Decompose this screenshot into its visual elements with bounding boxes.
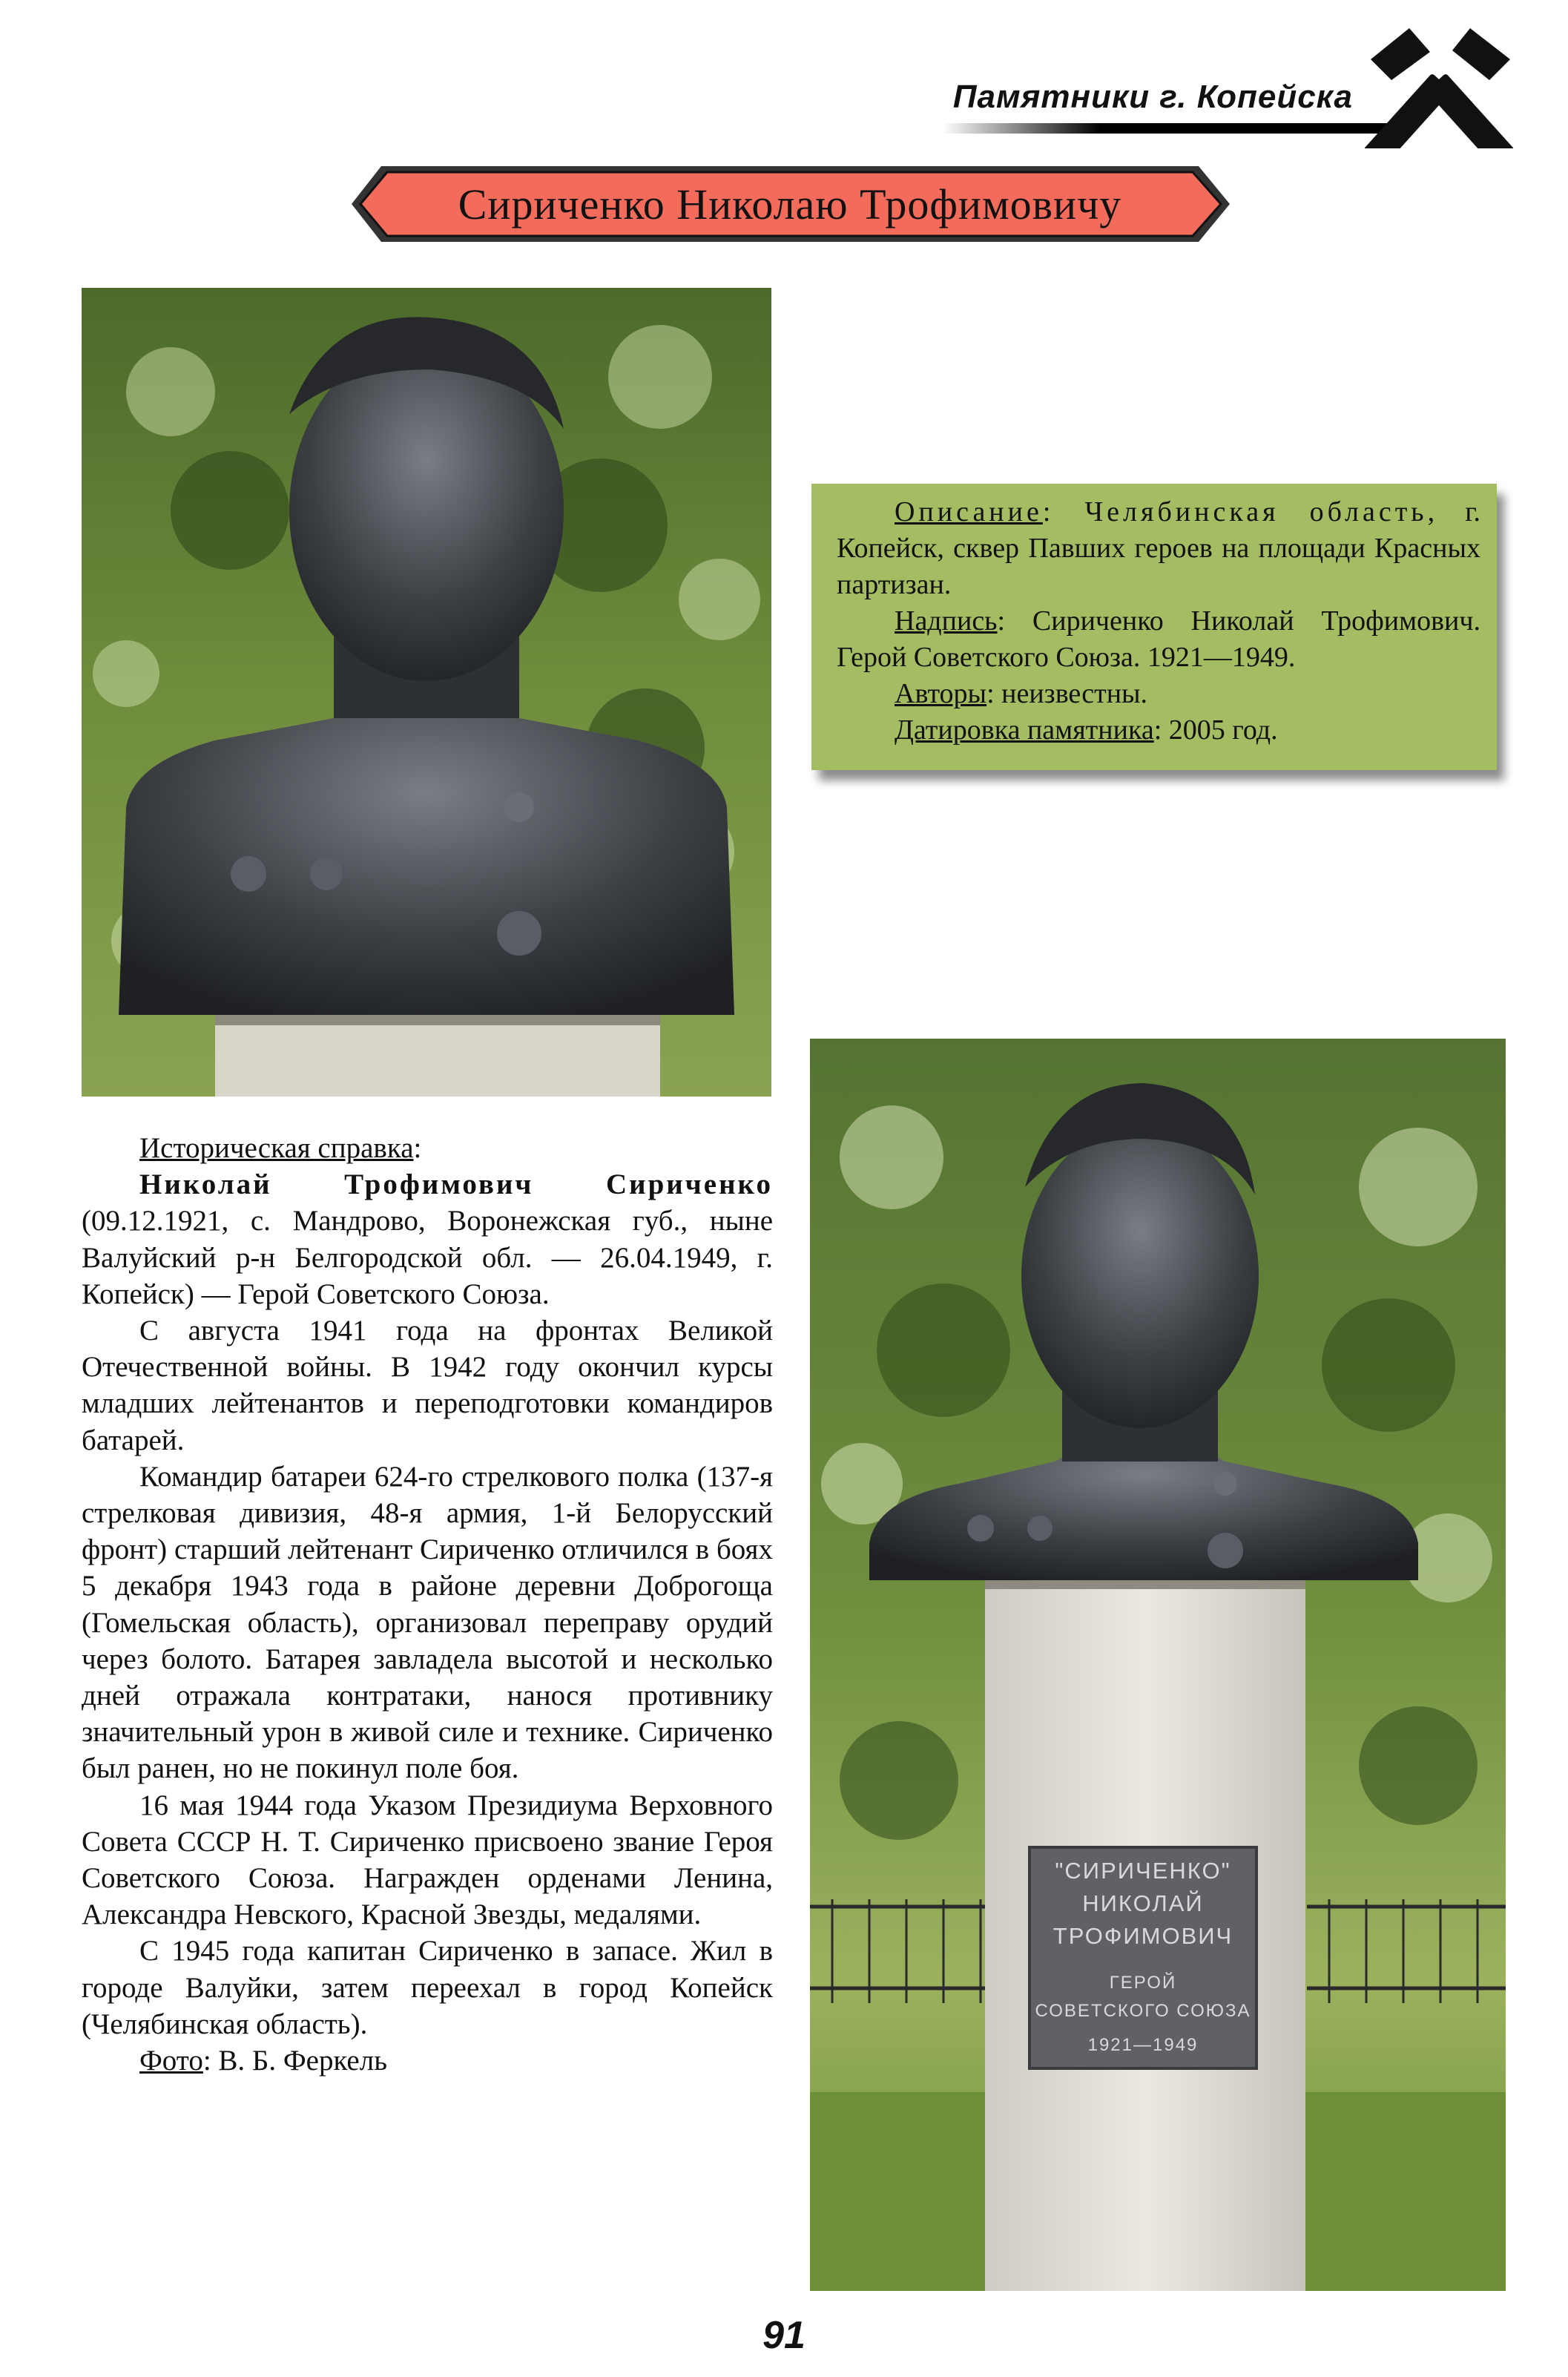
page-number: 91 <box>762 2314 806 2357</box>
inscription-label: Надпись <box>895 605 998 637</box>
hero-name: Николай Трофимович Сириченко <box>139 1168 773 1201</box>
info-box <box>811 484 1497 770</box>
history-paragraph-2: С августа 1941 года на фронтах Великой Отечественной войны. В 1942 году окончил курсы младших лейтенантов и переподготовки командиров батарей. <box>82 1315 773 1456</box>
history-heading: Историческая справка <box>139 1132 414 1164</box>
dating-value: 2005 год. <box>1168 714 1278 746</box>
photo-credit: Фото: В. Б. Феркель <box>139 2045 387 2077</box>
description-row: Описание: Челябинская область, г. Копейск, сквер Павших героев на площади Красных партизан. <box>837 496 1480 600</box>
title-banner <box>343 162 1237 246</box>
photo-credit-value: В. Б. Феркель <box>218 2045 387 2077</box>
plaque-line-3: ТРОФИМОВИЧ <box>1053 1923 1233 1949</box>
section-title: Памятники г. Копейска <box>952 79 1353 115</box>
description-value-first: Челябинская область, <box>1084 496 1439 527</box>
plaque-line-6: 1921—1949 <box>1087 2035 1199 2055</box>
crossed-hammers-icon <box>1365 22 1513 148</box>
history-paragraph-3: Командир батареи 624-го стрелкового полка (137-я стрелковая дивизия, 48-я армия, 1-й Белорусский фронт) старший лейтенант Сириченко отличился в боях 5 декабря 1943 года в районе деревни Доброгоща (Гомельская область), организовал переправу орудий через болото. Батарея завладела высотой и несколько дней отражала контратаки, нанося противнику значительный урон в живой силе и технике. Сириченко был ранен, но не покинул поле боя. <box>82 1460 773 1785</box>
inscription-row: Надпись: Сириченко Николай Трофимович. Герой Советского Союза. 1921—1949. <box>837 605 1481 673</box>
authors-label: Авторы <box>895 678 987 709</box>
header-rule <box>942 123 1394 134</box>
plaque-line-2: НИКОЛАЙ <box>1082 1890 1204 1916</box>
inscription-value: Сириченко Николай Трофимович. Герой Советского Союза. 1921—1949. <box>837 605 1481 673</box>
photo-credit-label: Фото <box>139 2045 203 2077</box>
history-paragraph-1 <box>82 1166 773 1312</box>
historical-note <box>82 1130 773 2079</box>
dating-label: Датировка памятника <box>895 714 1154 746</box>
plaque-line-4: ГЕРОЙ <box>1109 1973 1177 1993</box>
plaque-line-5: СОВЕТСКОГО СОЮЗА <box>1035 2001 1251 2021</box>
authors-row: Авторы: неизвестны. <box>895 678 1148 709</box>
history-heading-row: Историческая справка: <box>139 1132 422 1164</box>
history-p1-rest: (09.12.1921, с. Мандрово, Воронежская губ., ныне Валуйский р-н Белгородской обл. — 26.04.1949, г. Копейск) — Герой Советского Союза. <box>82 1205 773 1310</box>
description-value-rest: г. Копейск, сквер Павших героев на площади Красных партизан. <box>837 496 1480 600</box>
plaque-line-1: "СИРИЧЕНКО" <box>1055 1858 1231 1884</box>
history-paragraph-4: 16 мая 1944 года Указом Президиума Верховного Совета СССР Н. Т. Сириченко присвоено звание Героя Советского Союза. Награжден орденами Ленина, Александра Невского, Красной Звезды, медалями. <box>82 1789 773 1931</box>
description-label: Описание <box>895 496 1043 527</box>
monument-title: Сириченко Николаю Трофимовичу <box>458 180 1122 229</box>
history-paragraph-5: С 1945 года капитан Сириченко в запасе. Жил в городе Валуйки, затем переехал в город Копейск (Челябинская область). <box>82 1935 773 2040</box>
authors-value: неизвестны. <box>1001 678 1148 709</box>
dating-row: Датировка памятника: 2005 год. <box>895 714 1278 746</box>
bust-photo-front <box>82 288 771 1097</box>
bust-photo-pedestal <box>810 1039 1506 2291</box>
